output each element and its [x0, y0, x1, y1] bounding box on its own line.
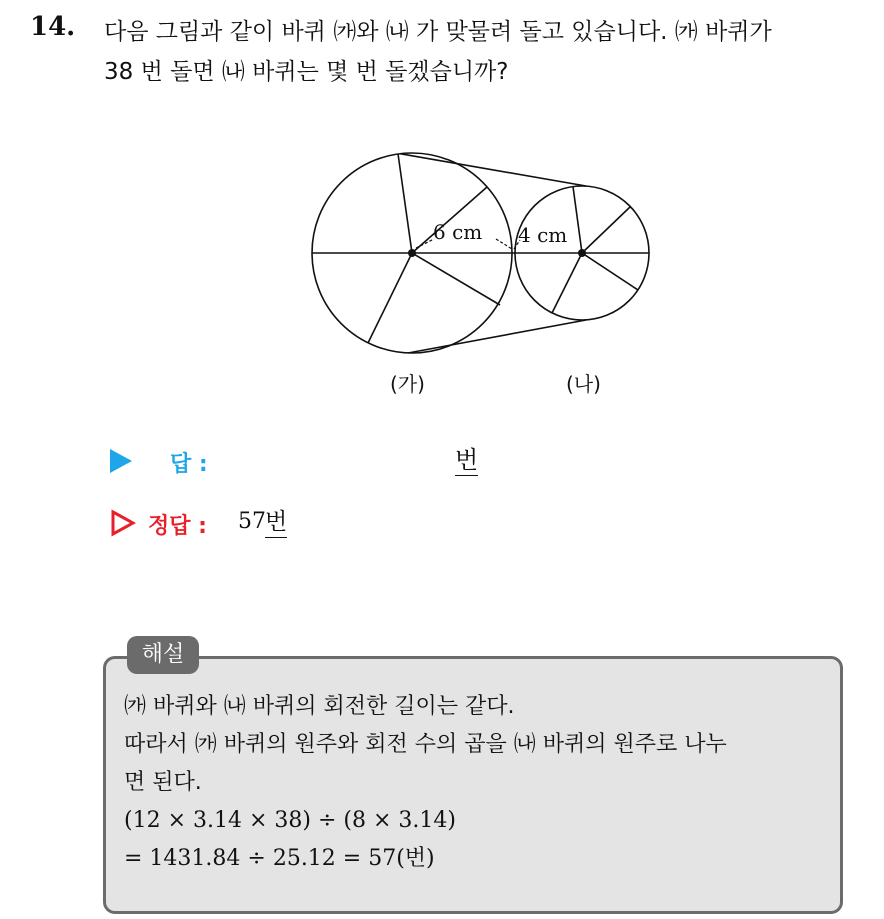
explanation-line: 면 된다.: [124, 770, 202, 795]
correct-answer-label: 정답 :: [148, 514, 207, 539]
correct-answer-value: 57: [238, 509, 266, 534]
small-wheel-center: [578, 249, 586, 257]
answer-label: 답 :: [170, 452, 208, 477]
question-text: [104, 12, 874, 92]
play-arrow-icon: [110, 449, 132, 473]
small-spoke: [573, 187, 582, 253]
answer-unit: 번: [455, 446, 479, 474]
wheel-diagram: [290, 140, 670, 410]
outline-arrow-icon: [110, 509, 136, 541]
wheel-figure: [290, 140, 670, 410]
question-number: 14.: [30, 12, 76, 42]
belt-top: [400, 154, 586, 186]
small-spoke: [552, 253, 582, 313]
explanation-tab: 해설: [127, 636, 199, 674]
correct-answer-unit: 번: [265, 507, 287, 538]
big-spoke: [412, 253, 500, 305]
big-wheel-label: (가): [390, 372, 425, 396]
question-text-line-1: 다음 그림과 같이 바퀴 ㈎와 ㈏ 가 맞물려 돌고 있습니다. ㈎ 바퀴가: [104, 19, 772, 45]
belt-bottom: [408, 320, 586, 353]
correct-answer-row: [110, 507, 610, 547]
big-radius-marker: [496, 239, 512, 249]
answer-row: [110, 445, 610, 485]
explanation-line: ㈎ 바퀴와 ㈏ 바퀴의 회전한 길이는 같다.: [124, 694, 515, 719]
explanation-text: [124, 688, 834, 878]
small-radius-label: 4 cm: [518, 223, 568, 247]
explanation-line: 따라서 ㈎ 바퀴의 원주와 회전 수의 곱을 ㈏ 바퀴의 원주로 나누: [124, 732, 727, 757]
big-spoke: [398, 154, 412, 253]
small-wheel-label: (나): [566, 372, 601, 396]
small-spoke: [582, 253, 638, 290]
explanation-formula: (12 × 3.14 × 38) ÷ (8 × 3.14): [124, 808, 456, 833]
explanation-formula: = 1431.84 ÷ 25.12 = 57(번): [124, 846, 435, 871]
big-radius-label: 6 cm: [433, 220, 483, 244]
big-spoke: [368, 253, 412, 343]
question-text-line-2: 38 번 돌면 ㈏ 바퀴는 몇 번 돌겠습니까?: [104, 59, 509, 85]
small-spoke: [582, 207, 630, 253]
big-wheel-center: [408, 249, 416, 257]
